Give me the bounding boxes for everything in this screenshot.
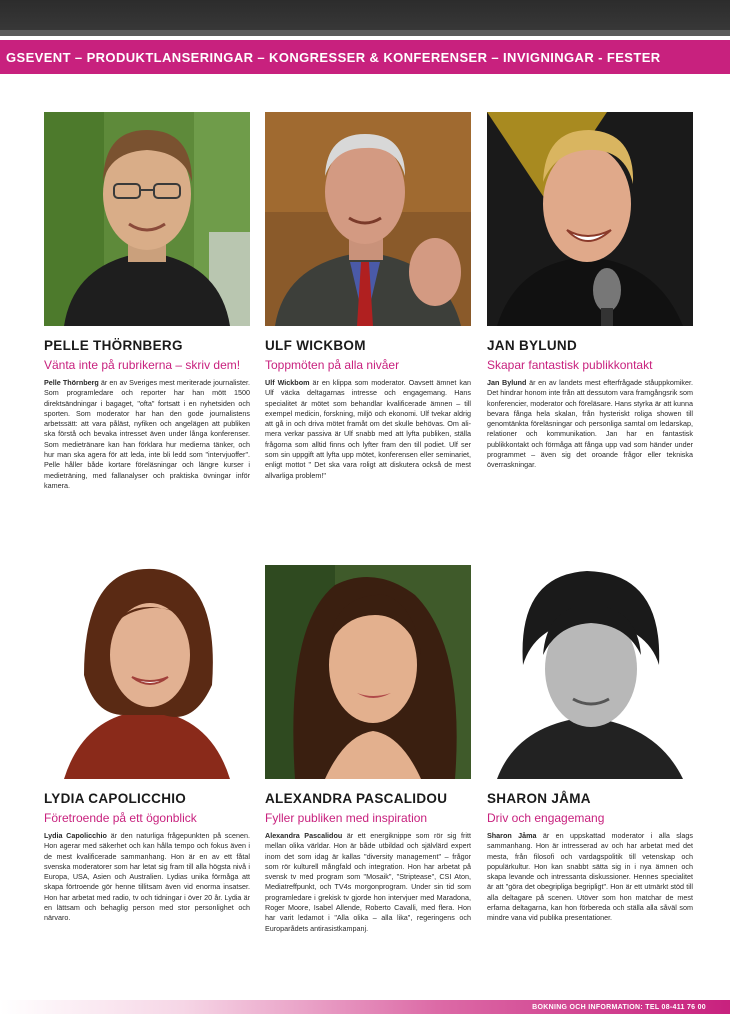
speaker-subtitle: Toppmöten på alla nivåer [265, 358, 400, 372]
top-dark-bar [0, 0, 730, 36]
category-banner [0, 40, 730, 74]
speaker-bio [44, 831, 250, 924]
speaker-subtitle: Skapar fantastisk publikkontakt [487, 358, 653, 372]
speaker-name: JAN BYLUND [487, 338, 578, 353]
speaker-bio-text: är den naturliga frågepunkten på scenen. Hon agerar med säkerhet och kan hålla tempo och fokus även i de mest kvalificerade sammanhang. Hon är en av ett fåtal svenska moderatorer som har letat sig fram till alla högsta nivå i Europa, USA, Asien och Australien. Lydias unika förmåga att skapa förtroende gör henne tillitsam även vid enorma insatser. Hon har arbetat med radio, tv och tidningar i över 20 år. Lydia är en lättsam och behaglig person med stor personlighet och närvaro. [44, 831, 250, 923]
speaker-photo-sharon [487, 565, 693, 779]
speaker-bio-name: Sharon Jåma [487, 831, 537, 840]
speaker-name: SHARON JÅMA [487, 791, 591, 806]
speaker-bio-text: är en klippa som moderator. Oavsett ämnet kan Ulf väcka deltagarnas intresse och engagemang. Hans specialitet är mötet som behandlar kvalificerade ämnen – till exempel medicin, forskning, miljö och ekonomi. Ulf tvekar aldrig att gå in och driva mötet framåt om det skulle behövas. Om ali-mera verkar passiva är Ulf snabb med att lyfta publiken, ställa frågorna som alltid finns och lyfter fram den till podiet. Ulf ser som sin uppgift att lyfta upp mötet, konferensen eller seminariet, enligt mottot " Det ska vara roligt att diskutera också de mest allvarliga problem!" [265, 378, 471, 480]
speaker-photo-jan [487, 112, 693, 326]
speaker-photo-alexandra [265, 565, 471, 779]
speaker-bio-name: Ulf Wickbom [265, 378, 310, 387]
speaker-bio-text: är en av landets mest efterfrågade ståuppkomiker. Det hindrar honom inte från att dessutom vara framgångsrik som konferencier, moderator och föreläsare. Hans styrka är att kunna bevara fånga hela skalan, från hysteriskt roliga showen till genomtänkta föreläsningar och personliga samtal om ledarskap, relationer och kommunikation. Jan har en fantastisk publikkontakt och förmåga att fånga upp vad som händer under programmet – även sig det oroande frågor eller tekniska överraskningar. [487, 378, 693, 470]
speaker-bio-name: Jan Bylund [487, 378, 527, 387]
footer-contact: BOKNING OCH INFORMATION: TEL 08-411 76 00 [532, 1003, 706, 1011]
speaker-bio-text: är en av Sveriges mest meriterade journalister. Som programledare och reporter har han mött 1500 direktsändningar i bagaget, "ofta" fortsatt i en nyhetsiden och sporten. Som moderator har han den gode journalistens arbetssätt: att vara påläst, nyfiken och angelägen att publiken ska förstå och bevaka intresset även under långa konferenser. Som medietränare kan han förklara hur medierna tänker, och hur man ska agera för att leda, inte bli ledd som "intervjuoffer". Pelle håller både kortare föreläsningar och längre kurser i medieträning, med fallanalyser och praktiska övningar inför kamera. [44, 378, 251, 490]
speaker-bio-text: är en uppskattad moderator i alla slags sammanhang. Hon är intresserad av och har arbetat med det mesta, från filosofi och vardagspolitik till vetenskap och populärkultur. Hon kan snabbt sätta sig in i nya ämnen och skapa levande och intressanta diskussioner. Hennes specialitet är att "göra det obegripliga begripligt". Hon är ett utmärkt stöd till alla deltagare på scenen. Utöver som hon matchar de mest erfarna deltagarna, kan hon förbereda och ställa alla såväl som mindre vana vid publika presentationer. [487, 831, 693, 923]
speaker-subtitle: Vänta inte på rubrikerna – skriv dem! [44, 358, 241, 372]
speaker-photo-pelle [44, 112, 250, 326]
speaker-name: LYDIA CAPOLICCHIO [44, 791, 187, 806]
banner-text: GSEVENT – PRODUKTLANSERINGAR – KONGRESSER & KONFERENSER – INVIGNINGAR - FESTER [6, 49, 661, 65]
speaker-subtitle: Företroende på ett ögonblick [44, 811, 197, 825]
speaker-photo-ulf [265, 112, 471, 326]
speaker-name: PELLE THÖRNBERG [44, 338, 183, 353]
speaker-bio-name: Lydia Capolicchio [44, 831, 107, 840]
speaker-bio [487, 831, 693, 924]
speaker-name: ALEXANDRA PASCALIDOU [265, 791, 448, 806]
speaker-subtitle: Driv och engagemang [487, 811, 605, 825]
speaker-bio [265, 378, 471, 481]
speaker-bio-name: Alexandra Pascalidou [265, 831, 343, 840]
speaker-bio [265, 831, 471, 934]
speaker-photo-lydia [44, 565, 250, 779]
speaker-bio [487, 378, 693, 471]
speaker-bio [44, 378, 250, 491]
speaker-subtitle: Fyller publiken med inspiration [265, 811, 428, 825]
speaker-bio-name: Pelle Thörnberg [44, 378, 99, 387]
speaker-name: ULF WICKBOM [265, 338, 366, 353]
speaker-bio-text: är ett energiknippe som rör sig fritt mellan olika världar. Hon är både utbildad och självlärd expert inom det som idag är kallas "diversity management" – frågor som rör kulturell mångfald och integration. Hon har arbetat på svensk tv med program som "Mosaik", "Striptease", CSI Aton, Mediatreffpunkt, och TV4s morgonprogram. Under sin tid som programledare i grekisk tv gjorde hon intervjuer med Maradona, Roger Moore, Isabel Allende, Roberto Cavalli, med flera. Hon har varit ledamot i "Alla olika – alla lika", regeringens och Europarådets antirasistkampanj. [265, 831, 471, 933]
top-bar-edge [0, 30, 730, 36]
footer-bar [0, 1000, 730, 1014]
